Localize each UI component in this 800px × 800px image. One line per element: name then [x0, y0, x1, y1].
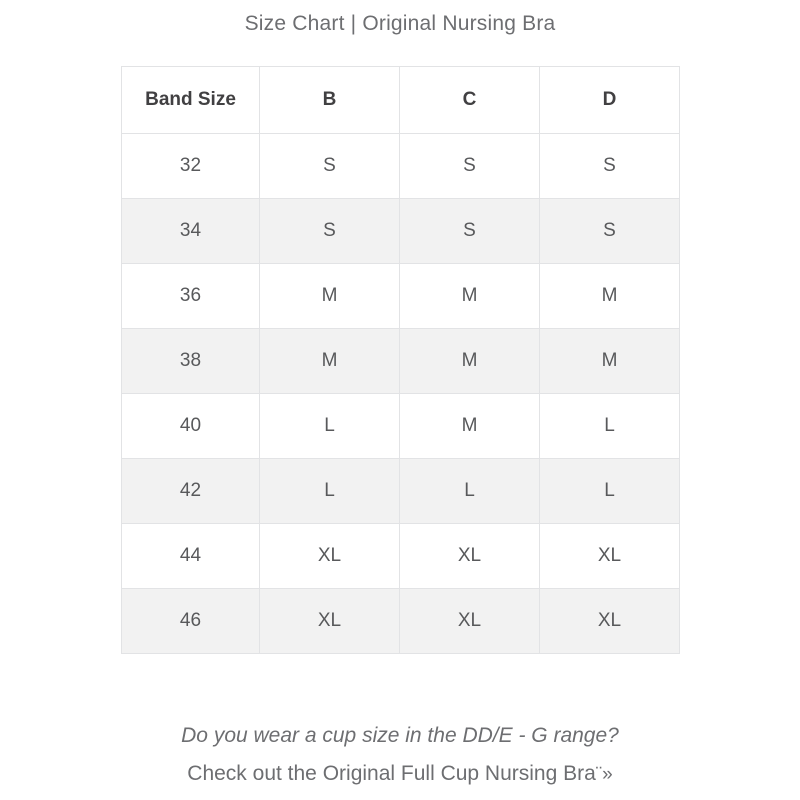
column-header-band-size: Band Size [122, 67, 260, 134]
cell-cup-d: S [540, 199, 680, 264]
cell-cup-b: XL [260, 589, 400, 654]
column-header-cup-d: D [540, 67, 680, 134]
cell-band-size: 34 [122, 199, 260, 264]
cell-cup-c: S [400, 199, 540, 264]
table-row [122, 459, 680, 524]
cell-band-size: 46 [122, 589, 260, 654]
cell-cup-b: S [260, 199, 400, 264]
double-arrow-icon: ¨» [595, 764, 613, 785]
table-header-row [122, 67, 680, 134]
cell-cup-d: S [540, 134, 680, 199]
cell-band-size: 32 [122, 134, 260, 199]
cell-band-size: 44 [122, 524, 260, 589]
table-row [122, 329, 680, 394]
cell-cup-c: XL [400, 524, 540, 589]
table-row [122, 199, 680, 264]
cell-band-size: 36 [122, 264, 260, 329]
cell-cup-d: XL [540, 589, 680, 654]
table-header [122, 67, 680, 134]
cell-cup-d: XL [540, 524, 680, 589]
cell-cup-d: M [540, 329, 680, 394]
footer-note [0, 724, 800, 786]
cell-cup-d: L [540, 394, 680, 459]
cell-cup-b: M [260, 329, 400, 394]
footer-cta[interactable] [0, 762, 800, 786]
cell-band-size: 40 [122, 394, 260, 459]
size-chart-table [121, 66, 680, 654]
table-row [122, 524, 680, 589]
column-header-cup-b: B [260, 67, 400, 134]
table-row [122, 264, 680, 329]
table-row [122, 134, 680, 199]
cell-cup-b: L [260, 459, 400, 524]
cell-cup-c: XL [400, 589, 540, 654]
cell-cup-d: M [540, 264, 680, 329]
table-body [122, 134, 680, 654]
cell-cup-b: XL [260, 524, 400, 589]
cell-cup-c: L [400, 459, 540, 524]
cell-band-size: 42 [122, 459, 260, 524]
table-row [122, 589, 680, 654]
cell-cup-b: S [260, 134, 400, 199]
cell-cup-c: M [400, 329, 540, 394]
cell-cup-c: M [400, 394, 540, 459]
cell-cup-c: S [400, 134, 540, 199]
size-chart-table-wrapper [121, 66, 679, 654]
cell-cup-d: L [540, 459, 680, 524]
cell-band-size: 38 [122, 329, 260, 394]
table-row [122, 394, 680, 459]
footer-cta-label: Check out the Original Full Cup Nursing Bra [187, 762, 596, 785]
footer-question: Do you wear a cup size in the DD/E - G range? [181, 724, 619, 747]
page-title: Size Chart | Original Nursing Bra [244, 12, 556, 35]
column-header-cup-c: C [400, 67, 540, 134]
cell-cup-c: M [400, 264, 540, 329]
cell-cup-b: L [260, 394, 400, 459]
cell-cup-b: M [260, 264, 400, 329]
